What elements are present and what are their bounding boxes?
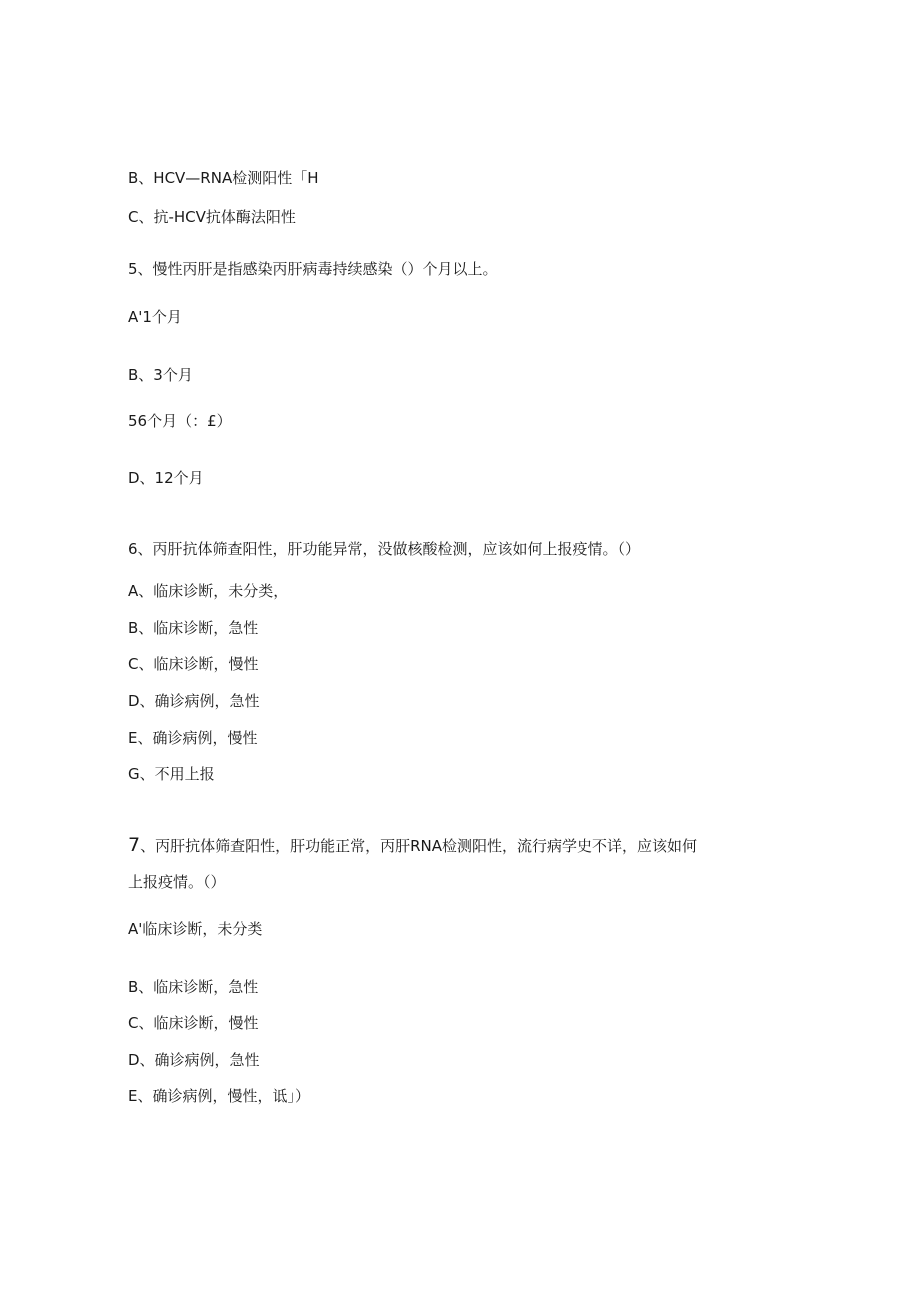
q5-option-a: A'1个月 [128, 308, 182, 326]
q5-option-c: 56个月（：£） [128, 412, 232, 430]
q6-option-g: G、不用上报 [128, 765, 215, 783]
q6-option-c: C、临床诊断，慢性 [128, 655, 259, 673]
question-7-text: 、丙肝抗体筛查阳性，肝功能正常，丙肝RNA检测阳性，流行病学史不详，应该如何 [140, 837, 698, 855]
q7-option-c: C、临床诊断，慢性 [128, 1014, 259, 1032]
q5-option-b: B、3个月 [128, 366, 193, 384]
question-6: 6、丙肝抗体筛查阳性，肝功能异常，没做核酸检测，应该如何上报疫情。（） [128, 540, 641, 558]
q6-option-d: D、确诊病例，急性 [128, 692, 260, 710]
q7-option-b: B、临床诊断，急性 [128, 978, 259, 996]
q7-option-a: A'临床诊断，未分类 [128, 920, 263, 938]
option-c-anti-hcv: C、抗-HCV抗体酶法阳性 [128, 208, 296, 226]
q7-option-d: D、确诊病例，急性 [128, 1051, 260, 1069]
q6-option-e: E、确诊病例，慢性 [128, 729, 258, 747]
q6-option-b: B、临床诊断，急性 [128, 619, 259, 637]
question-7-number: 7 [128, 834, 141, 856]
question-7-continuation: 上报疫情。（） [128, 873, 226, 891]
question-7 [128, 835, 697, 856]
question-5: 5、慢性丙肝是指感染丙肝病毒持续感染（）个月以上。 [128, 260, 498, 278]
q5-option-d: D、12个月 [128, 469, 204, 487]
q6-option-a: A、临床诊断，未分类， [128, 582, 289, 600]
q7-option-e: E、确诊病例，慢性，诋」） [128, 1087, 310, 1105]
option-b-hcv-rna: B、HCV—RNA检测阳性「H [128, 169, 319, 187]
